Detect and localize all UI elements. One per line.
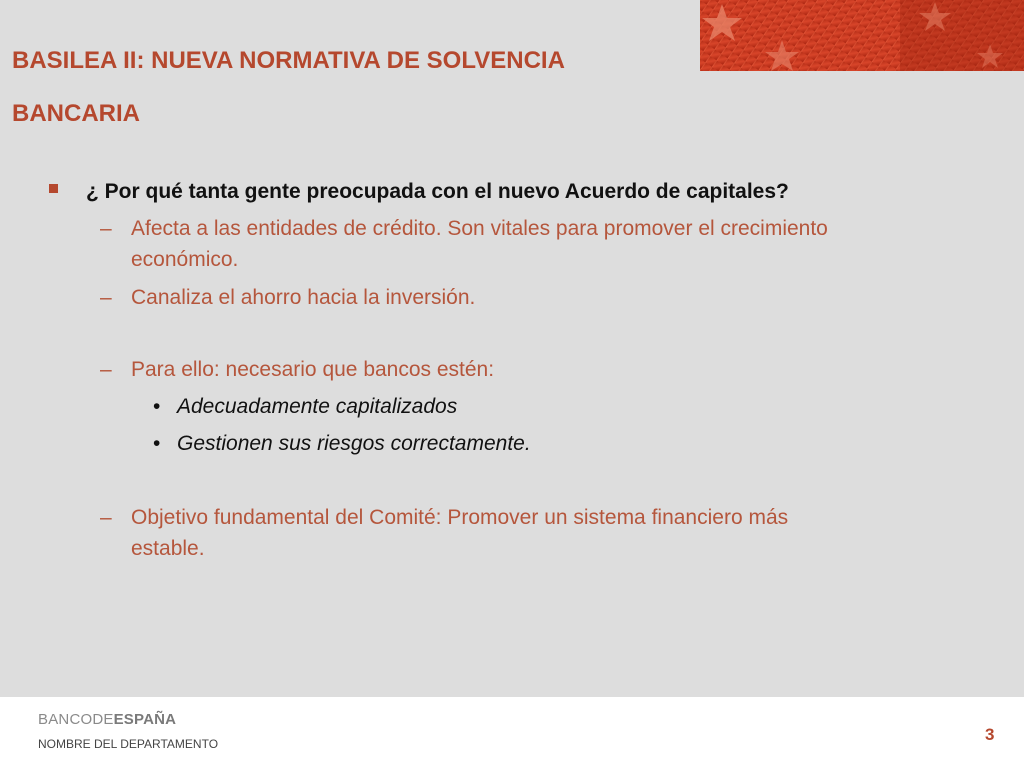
point-entidades-line2: económico. xyxy=(131,248,239,271)
slide-title xyxy=(12,34,702,140)
dash-bullet: – xyxy=(100,217,112,240)
dash-bullet: – xyxy=(100,286,112,309)
banco-de-espana-logo xyxy=(38,711,176,728)
slide-footer xyxy=(0,697,1024,768)
point-objetivo-line1: Objetivo fundamental del Comité: Promover un sistema financiero más xyxy=(131,506,789,529)
subpoint-capitalizados: Adecuadamente capitalizados xyxy=(177,395,458,418)
point-entidades-line1: Afecta a las entidades de crédito. Son vitales para promover el crecimiento xyxy=(131,217,828,240)
dash-bullet: – xyxy=(100,358,112,381)
point-entidades xyxy=(131,213,1001,275)
flag-banner-graphic xyxy=(700,0,1024,71)
dot-bullet: • xyxy=(153,395,161,418)
department-name: NOMBRE DEL DEPARTAMENTO xyxy=(38,737,219,751)
square-bullet-icon xyxy=(49,184,58,193)
point-para-ello: Para ello: necesario que bancos estén: xyxy=(131,358,495,381)
point-objetivo xyxy=(131,502,1001,564)
point-objetivo-line2: estable. xyxy=(131,537,205,560)
dot-bullet: • xyxy=(153,432,161,455)
flag-banner-image xyxy=(700,0,1024,71)
title-line-1: BASILEA II: NUEVA NORMATIVA DE SOLVENCIA xyxy=(12,47,565,74)
main-question: ¿ Por qué tanta gente preocupada con el nuevo Acuerdo de capitales? xyxy=(86,180,789,203)
page-number: 3 xyxy=(985,725,995,744)
logo-espana: ESPAÑA xyxy=(113,711,177,728)
dash-bullet: – xyxy=(100,506,112,529)
logo-de: DE xyxy=(92,711,114,728)
subpoint-riesgos: Gestionen sus riesgos correctamente. xyxy=(177,432,531,455)
title-line-2: BANCARIA xyxy=(12,100,140,127)
logo-banco: BANCO xyxy=(38,711,93,728)
point-ahorro: Canaliza el ahorro hacia la inversión. xyxy=(131,286,476,309)
